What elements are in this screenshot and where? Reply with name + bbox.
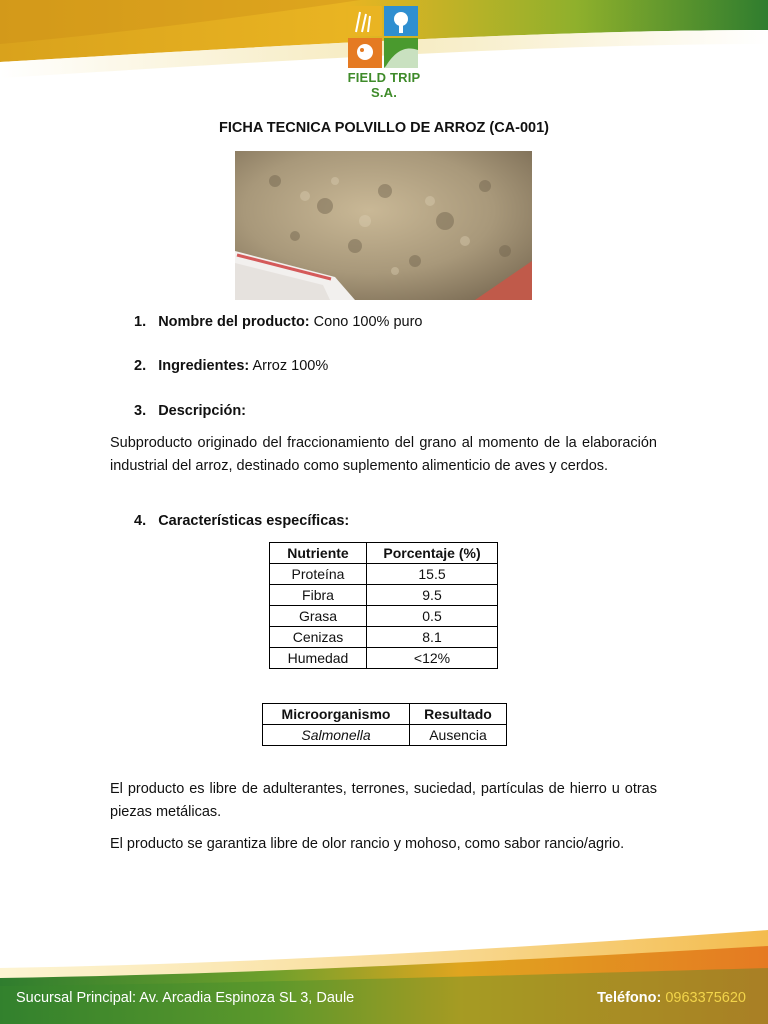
microorganism-table [262,703,507,746]
description-heading [134,403,246,419]
table-row [270,648,498,669]
microorganism-cell: Salmonella [263,725,410,746]
branch-address: Av. Arcadia Espinoza SL 3, Daule [136,990,355,1006]
nutrient-cell: Proteína [270,564,367,585]
company-logo [338,6,430,100]
nutrient-cell: Grasa [270,606,367,627]
nutrient-cell: Cenizas [270,627,367,648]
item-label: Ingredientes: [158,358,250,374]
ingredients-item [134,358,328,374]
table-header-row [270,543,498,564]
footer-band [0,928,768,1024]
purity-statement: El producto es libre de adulterantes, terrones, suciedad, partículas de hierro u otras piezas metálicas. [110,781,657,820]
result-cell: Ausencia [410,725,507,746]
item-value: Cono 100% puro [309,314,423,330]
percentage-cell: 0.5 [367,606,498,627]
product-photo [235,151,532,300]
logo-icon [348,6,418,68]
table-row [263,725,507,746]
column-header: Resultado [410,704,507,725]
footer-phone [597,990,746,1006]
table-row [270,606,498,627]
item-number: 3. [134,403,147,419]
item-number: 4. [134,513,147,529]
odor-statement: El producto se garantiza libre de olor rancio y mohoso, como sabor rancio/agrio. [110,836,625,852]
item-number: 2. [134,358,147,374]
nutrient-cell: Fibra [270,585,367,606]
item-label: Características específicas: [158,513,350,529]
description-text: Subproducto originado del fraccionamiento del grano al momento de la elaboración industrial del arroz, destinado como suplemento alimenticio de aves y cerdos. [110,435,657,474]
specifications-heading [134,513,349,529]
document-title: FICHA TECNICA POLVILLO DE ARROZ (CA-001) [218,120,549,136]
item-number: 1. [134,314,147,330]
percentage-cell: 8.1 [367,627,498,648]
item-value: Arroz 100% [249,358,329,374]
percentage-cell: 15.5 [367,564,498,585]
item-label: Nombre del producto: [158,314,310,330]
table-row [270,585,498,606]
column-header: Porcentaje (%) [367,543,498,564]
column-header: Nutriente [270,543,367,564]
table-row [270,627,498,648]
column-header: Microorganismo [263,704,410,725]
nutrient-cell: Humedad [270,648,367,669]
phone-number: 0963375620 [661,990,746,1006]
product-name-item [134,314,423,330]
table-row [270,564,498,585]
nutrient-table [269,542,498,669]
table-header-row [263,704,507,725]
percentage-cell: 9.5 [367,585,498,606]
company-name: FIELD TRIP S.A. [347,70,421,100]
phone-label: Teléfono: [597,990,662,1006]
item-label: Descripción: [158,403,247,419]
footer-address [16,990,354,1006]
branch-label: Sucursal Principal: [16,990,137,1006]
percentage-cell: <12% [367,648,498,669]
